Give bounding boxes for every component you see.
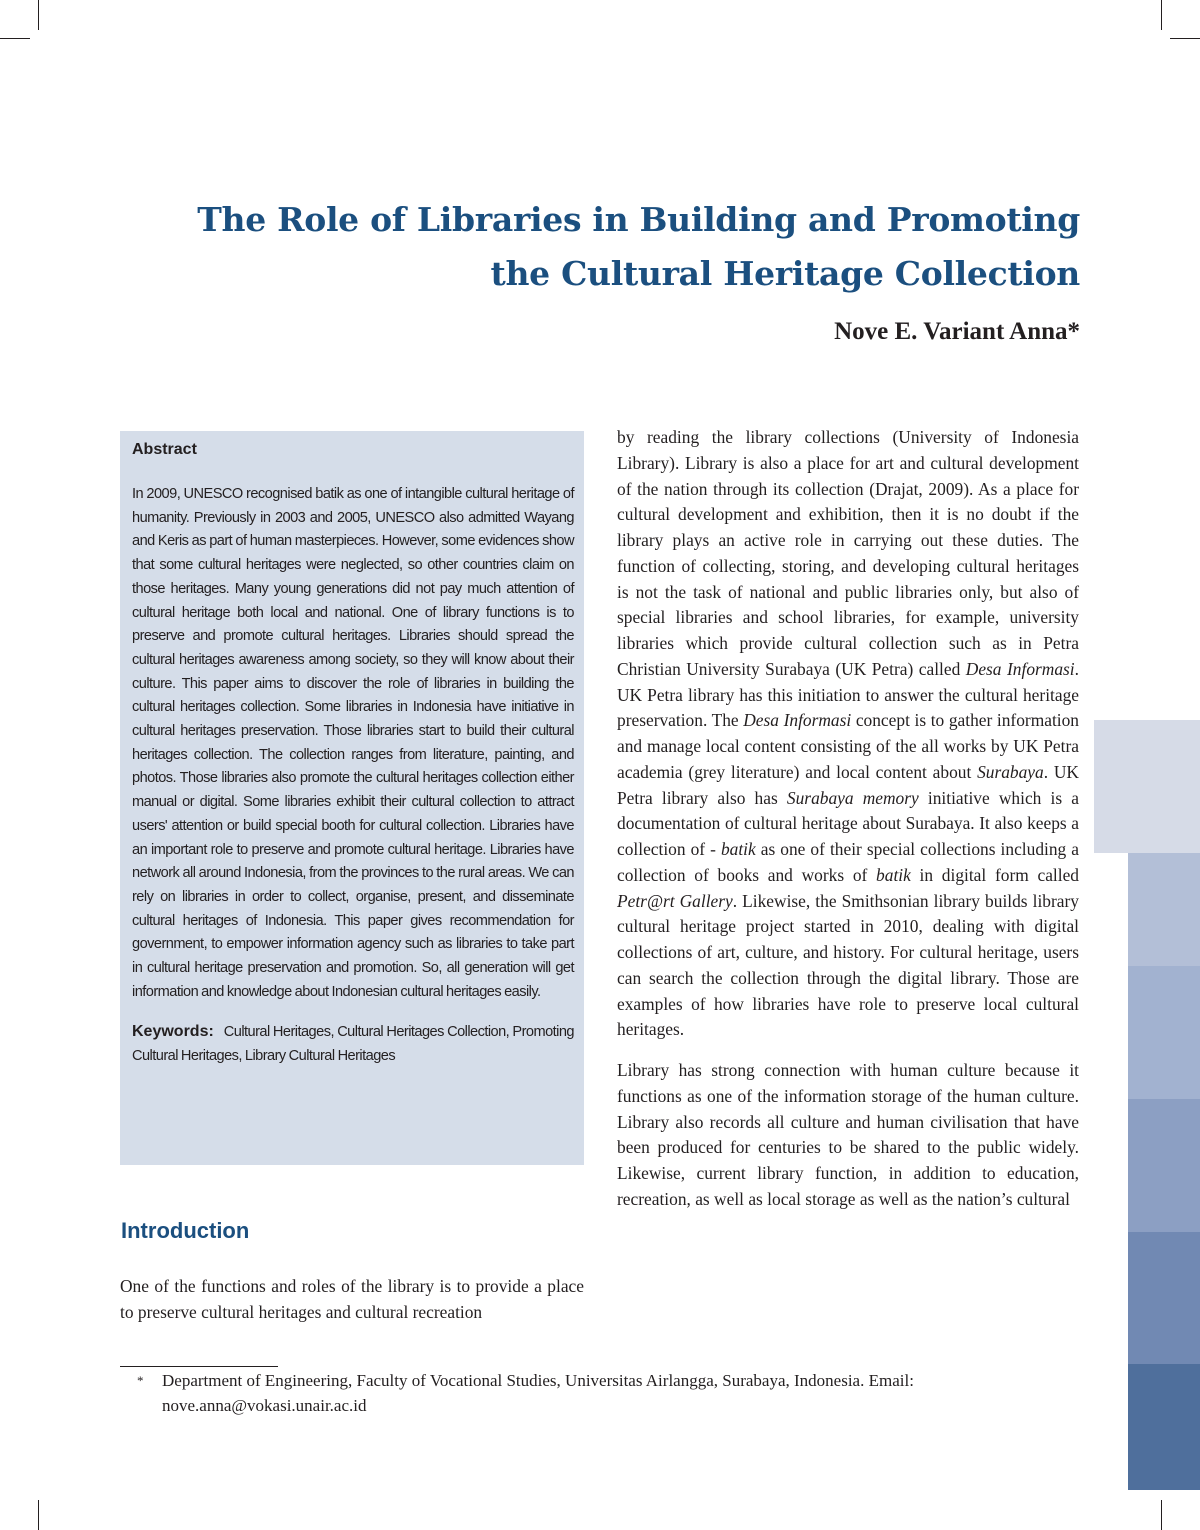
- p1-italic-petrart-gallery: Petr@rt Gallery: [617, 890, 733, 911]
- p1-text-8: . Likewise, the Smithsonian library builds library cultural heritage project started in 2010, dealing with digital collections of art, culture, and history. For cultural heritage, users can search the collection through the digital library. Those are examples of how libraries have role to preserve local cultural heritages.: [617, 890, 1079, 1040]
- footnote: [120, 1368, 1080, 1418]
- crop-mark-top-left-h: [0, 38, 30, 39]
- p1-text-3: concept is to gather information and manage local content consisting of the all works by UK Petra academia (grey literature) and local content about: [617, 710, 1079, 782]
- p1-italic-desa-informasi-2: Desa Informasi: [743, 710, 852, 731]
- p1-italic-surabaya: Surabaya: [977, 761, 1044, 782]
- keywords-label: Keywords:: [132, 1023, 214, 1041]
- side-tab-2: [1128, 966, 1200, 1099]
- footnote-rule: [120, 1366, 278, 1367]
- p1-text-2: . UK Petra library has this initiation to answer the cultural heritage preservation. The: [617, 658, 1079, 731]
- crop-mark-top-left: [38, 0, 39, 30]
- crop-mark-top-right: [1161, 0, 1162, 30]
- introduction-text: One of the functions and roles of the library is to provide a place to preserve cultural heritages and cultural recreation: [120, 1276, 584, 1322]
- article-title: The Role of Libraries in Building and Promoting the Cultural Heritage Collection: [197, 200, 1080, 293]
- side-tab-5: [1128, 1364, 1200, 1490]
- p1-text-5: initiative which is a documentation of cultural heritage about Surabaya. It also keeps a collection of -: [617, 787, 1079, 859]
- keywords-text: Cultural Heritages, Cultural Heritages Collection, Promoting Cultural Heritages, Library Cultural Heritages: [132, 1024, 574, 1065]
- crop-mark-bottom-left: [38, 1500, 39, 1530]
- p1-text-6: as one of their special collections including a collection of books and works of: [617, 839, 1079, 885]
- abstract-box: [120, 431, 584, 1165]
- p1-text-4: . UK Petra library also has: [617, 761, 1079, 808]
- side-tab-1: [1128, 853, 1200, 966]
- right-paragraph-1: [617, 425, 1079, 1043]
- author-name: Nove E. Variant Anna*: [834, 318, 1080, 345]
- right-paragraph-2: Library has strong connection with human culture because it functions as one of the information storage of the human culture. Library also records all culture and human civilisation that have been produced for centuries to be shared to the public widely. Likewise, current library function, in addition to education, recreation, as well as local storage as well as the nation’s cultural: [617, 1060, 1079, 1209]
- crop-mark-bottom-right: [1161, 1500, 1162, 1530]
- introduction-heading: Introduction: [121, 1218, 250, 1243]
- right-column: [617, 425, 1079, 1213]
- p1-text-7: in digital form called: [910, 864, 1079, 885]
- p1-italic-batik-2: batik: [876, 864, 911, 885]
- p1-text-1: by reading the library collections (University of Indonesia Library). Library is also a place for art and cultural development of the nation through its collection (Drajat, 2009). As a place for cultural development and exhibition, then it is no doubt if the library plays an active role in carrying out these duties. The function of collecting, storing, and developing cultural heritages is not the task of national and public libraries only, but also of special libraries and school libraries, for example, university libraries which provide cultural collection such as in Petra Christian University Surabaya (UK Petra) called: [617, 427, 1079, 679]
- p1-italic-surabaya-memory: Surabaya memory: [786, 787, 919, 808]
- abstract-heading: Abstract: [132, 441, 197, 458]
- side-tab-4: [1128, 1232, 1200, 1364]
- crop-mark-top-right-h: [1170, 38, 1200, 39]
- side-tab-light: [1094, 720, 1200, 853]
- side-tab-3: [1128, 1099, 1200, 1232]
- p1-italic-batik: batik: [720, 839, 756, 859]
- abstract-text: In 2009, UNESCO recognised batik as one of intangible cultural heritage of humanity. Previously in 2003 and 2005, UNESCO also admitted Wayang and Keris as part of human masterpieces. However, some evidences show that some cultural heritages were neglected, so other countries claim on those heritages. Many young generations did not pay much attention of cultural heritage both local and national. One of library functions is to preserve and promote cultural heritages. Libraries should spread the cultural heritages awareness among society, so they will know about their culture. This paper aims to discover the role of libraries in building the cultural heritages collection. Some libraries in Indonesia have initiative in cultural heritages preservation. Those libraries start to build their cultural heritages collection. The collection ranges from literature, painting, and photos. Those libraries also promote the cultural heritages collection either manual or digital. Some libraries exhibit their cultural collection to attract users' attention or build special booth for cultural collection. Libraries have an important role to preserve and promote cultural heritage. Libraries have network all around Indonesia, from the provinces to the rural areas. We can rely on libraries in order to collect, organise, present, and disseminate cultural heritages of Indonesia. This paper gives recommendation for government, to empower information agency such as libraries to take part in cultural heritage preservation and promotion. So, all generation will get information and knowledge about Indonesian cultural heritages easily.: [132, 486, 574, 1000]
- footnote-mark: *: [137, 1373, 144, 1388]
- keywords: [132, 1020, 574, 1068]
- footnote-text: Department of Engineering, Faculty of Vocational Studies, Universitas Airlangga, Surabaya, Indonesia. Email: nove.anna@vokasi.unair.ac.id: [162, 1371, 914, 1415]
- p1-italic-desa-informasi: Desa Informasi: [965, 658, 1075, 679]
